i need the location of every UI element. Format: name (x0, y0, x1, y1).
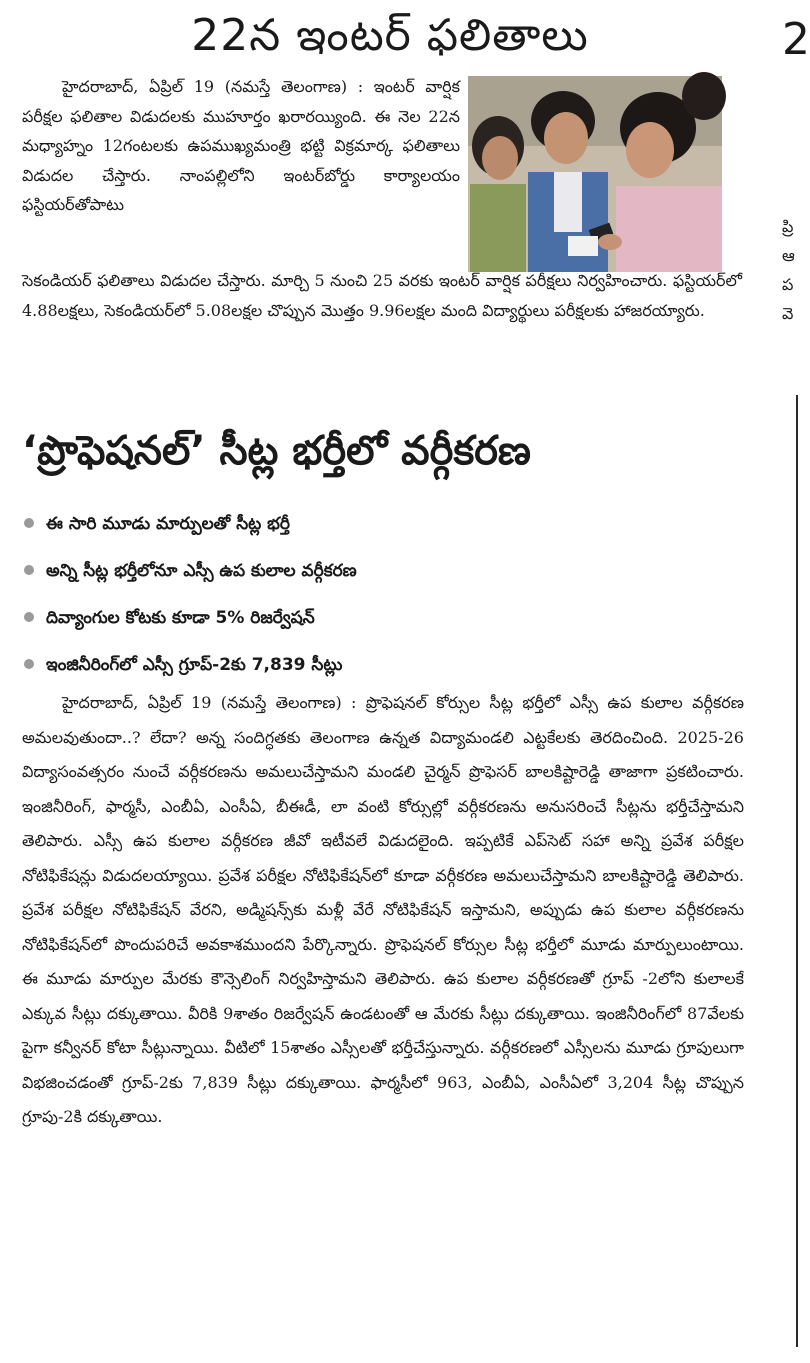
adjacent-column-headline-fragment: 2 (782, 14, 810, 65)
highlight-text: అన్ని సీట్ల భర్తీలోనూ ఎస్సీ ఉప కులాల వర్గీకరణ (46, 561, 357, 581)
story1-continued-paragraph: సెకండియర్ ఫలితాలు విడుదల చేస్తారు. మార్చి 5 నుంచి 25 వరకు ఇంటర్ వార్షిక పరీక్షలు నిర్వహించారు. ఫస్టియర్‌లో 4.88లక్షలు, సెకండియర్‌లో 5.08లక్షల చొప్పున మొత్తం 9.96లక్షల మంది విద్యార్థులు పరీక్షలకు హాజరయ్యారు. (22, 271, 742, 320)
headline-inter-results: 22న ఇంటర్ ఫలితాలు (191, 10, 589, 61)
story1-intro-text: : ఇంటర్ వార్షిక పరీక్షల ఫలితాల విడుదలకు ముహూర్తం ఖరారయ్యింది. ఈ నెల 22న మధ్యాహ్నం 12గంటలకు ఉపముఖ్యమంత్రి భట్టి విక్రమార్క ఫలితాలు విడుదల చేస్తారు. నాంపల్లిలోని ఇంటర్‌బోర్డు కార్యాలయం ఫస్టియర్‌తోపాటు (22, 77, 460, 214)
highlight-item (22, 645, 744, 692)
story1-dateline: హైదరాబాద్, ఏప్రిల్ 19 (నమస్తే తెలంగాణ) (62, 77, 348, 96)
highlight-text: ఈ సారి మూడు మార్పులతో సీట్ల భర్తీ (46, 514, 290, 534)
adjacent-column-text (782, 212, 800, 328)
highlight-text: ఇంజినీరింగ్‌లో ఎస్సీ గ్రూప్-2కు 7,839 సీట్లు (46, 655, 343, 675)
adjacent-text-line: ఆ (782, 246, 795, 265)
story2-text: హైదరాబాద్, ఏప్రిల్ 19 (నమస్తే తెలంగాణ) : ప్రొఫెషనల్ కోర్సుల సీట్ల భర్తీలో ఎస్సీ ఉప కులాల వర్గీకరణ అమలవుతుందా..? లేదా? అన్న సందిగ్ధతకు తెలంగాణ ఉన్నత విద్యామండలి ఎట్టకేలకు తెరదించింది. 2025-26 విద్యాసంవత్సరం నుంచే వర్గీకరణను అమలుచేస్తామని మండలి చైర్మన్ ప్రొఫెసర్ బాలకిష్టారెడ్డి తాజాగా ప్రకటించారు. ఇంజినీరింగ్, ఫార్మసీ, ఎంబీఏ, ఎంసీఏ, బీఈడీ, లా వంటి కోర్సుల్లో వర్గీకరణను అనుసరించే సీట్లను భర్తీచేస్తామని తెలిపారు. ఎస్సీ ఉప కులాల వర్గీకరణ జీవో ఇటీవలే విడుదలైంది. ఇప్పటికే ఎప్‌సెట్ సహా అన్ని ప్రవేశ పరీక్షల నోటిఫికేషన్లు విడుదలయ్యాయి. ప్రవేశ పరీక్షల నోటిఫికేషన్‌లో కూడా వర్గీకరణ అమలుచేస్తామని బాలకిష్టారెడ్డి తెలిపారు. ప్రవేశ పరీక్షల నోటిఫికేషన్ వేరని, అడ్మిషన్స్‌కు మళ్లీ వేరే నోటిఫికేషన్ ఇస్తామని, అప్పుడు ఉప కులాల వర్గీకరణను నోటిఫికేషన్‌లో పొందుపరిచే అవకాశముందని పేర్కొన్నారు. ప్రొఫెషనల్ కోర్సుల సీట్ల భర్తీలో మూడు మార్పులుంటాయి. ఈ మూడు మార్పుల మేరకు కౌన్సెలింగ్ నిర్వహిస్తామని తెలిపారు. ఉప కులాల వర్గీకరణతో గ్రూప్ -2లోని కులాలకే ఎక్కువ సీట్లు దక్కుతాయి. వీరికి 9శాతం రిజర్వేషన్ ఉండటంతో ఆ మేరకు సీట్లు దక్కుతాయి. ఇంజినీరింగ్‌లో 87వేలకు పైగా కన్వీనర్ కోటా సీట్లున్నాయి. వీటిలో 15శాతం ఎస్సీలతో భర్తీచేస్తున్నారు. వర్గీకరణలో ఎస్సీలను మూడు గ్రూపులుగా విభజించడంతో గ్రూప్-2కు 7,839 సీట్లు దక్కుతాయి. ఫార్మసీలో 963, ఎంబీఏ, ఎంసీఏలో 3,204 సీట్ల చొప్పున గ్రూపు-2కి దక్కుతాయి. (22, 693, 744, 1126)
highlights-list (22, 504, 744, 692)
students-photo-illustration (468, 76, 722, 272)
headline-professional-seats: ‘ప్రొఫెషనల్’ సీట్ల భర్తీలో వర్గీకరణ (22, 428, 531, 474)
adjacent-text-line: ప (782, 275, 794, 294)
adjacent-text-line: ప్రి (782, 217, 794, 236)
highlight-text: దివ్యాంగుల కోటకు కూడా 5% రిజర్వేషన్ (46, 608, 315, 628)
column-divider-rule (796, 395, 798, 1347)
bullet-dot-icon (24, 518, 34, 528)
bullet-dot-icon (24, 565, 34, 575)
story2-body-paragraph (22, 686, 744, 1135)
story1-intro-paragraph (22, 72, 460, 220)
adjacent-text-line: వె (782, 304, 794, 323)
students-checking-results-photo (468, 76, 722, 272)
highlight-item (22, 551, 744, 598)
highlight-item (22, 504, 744, 551)
highlight-item (22, 598, 744, 645)
bullet-dot-icon (24, 659, 34, 669)
bullet-dot-icon (24, 612, 34, 622)
